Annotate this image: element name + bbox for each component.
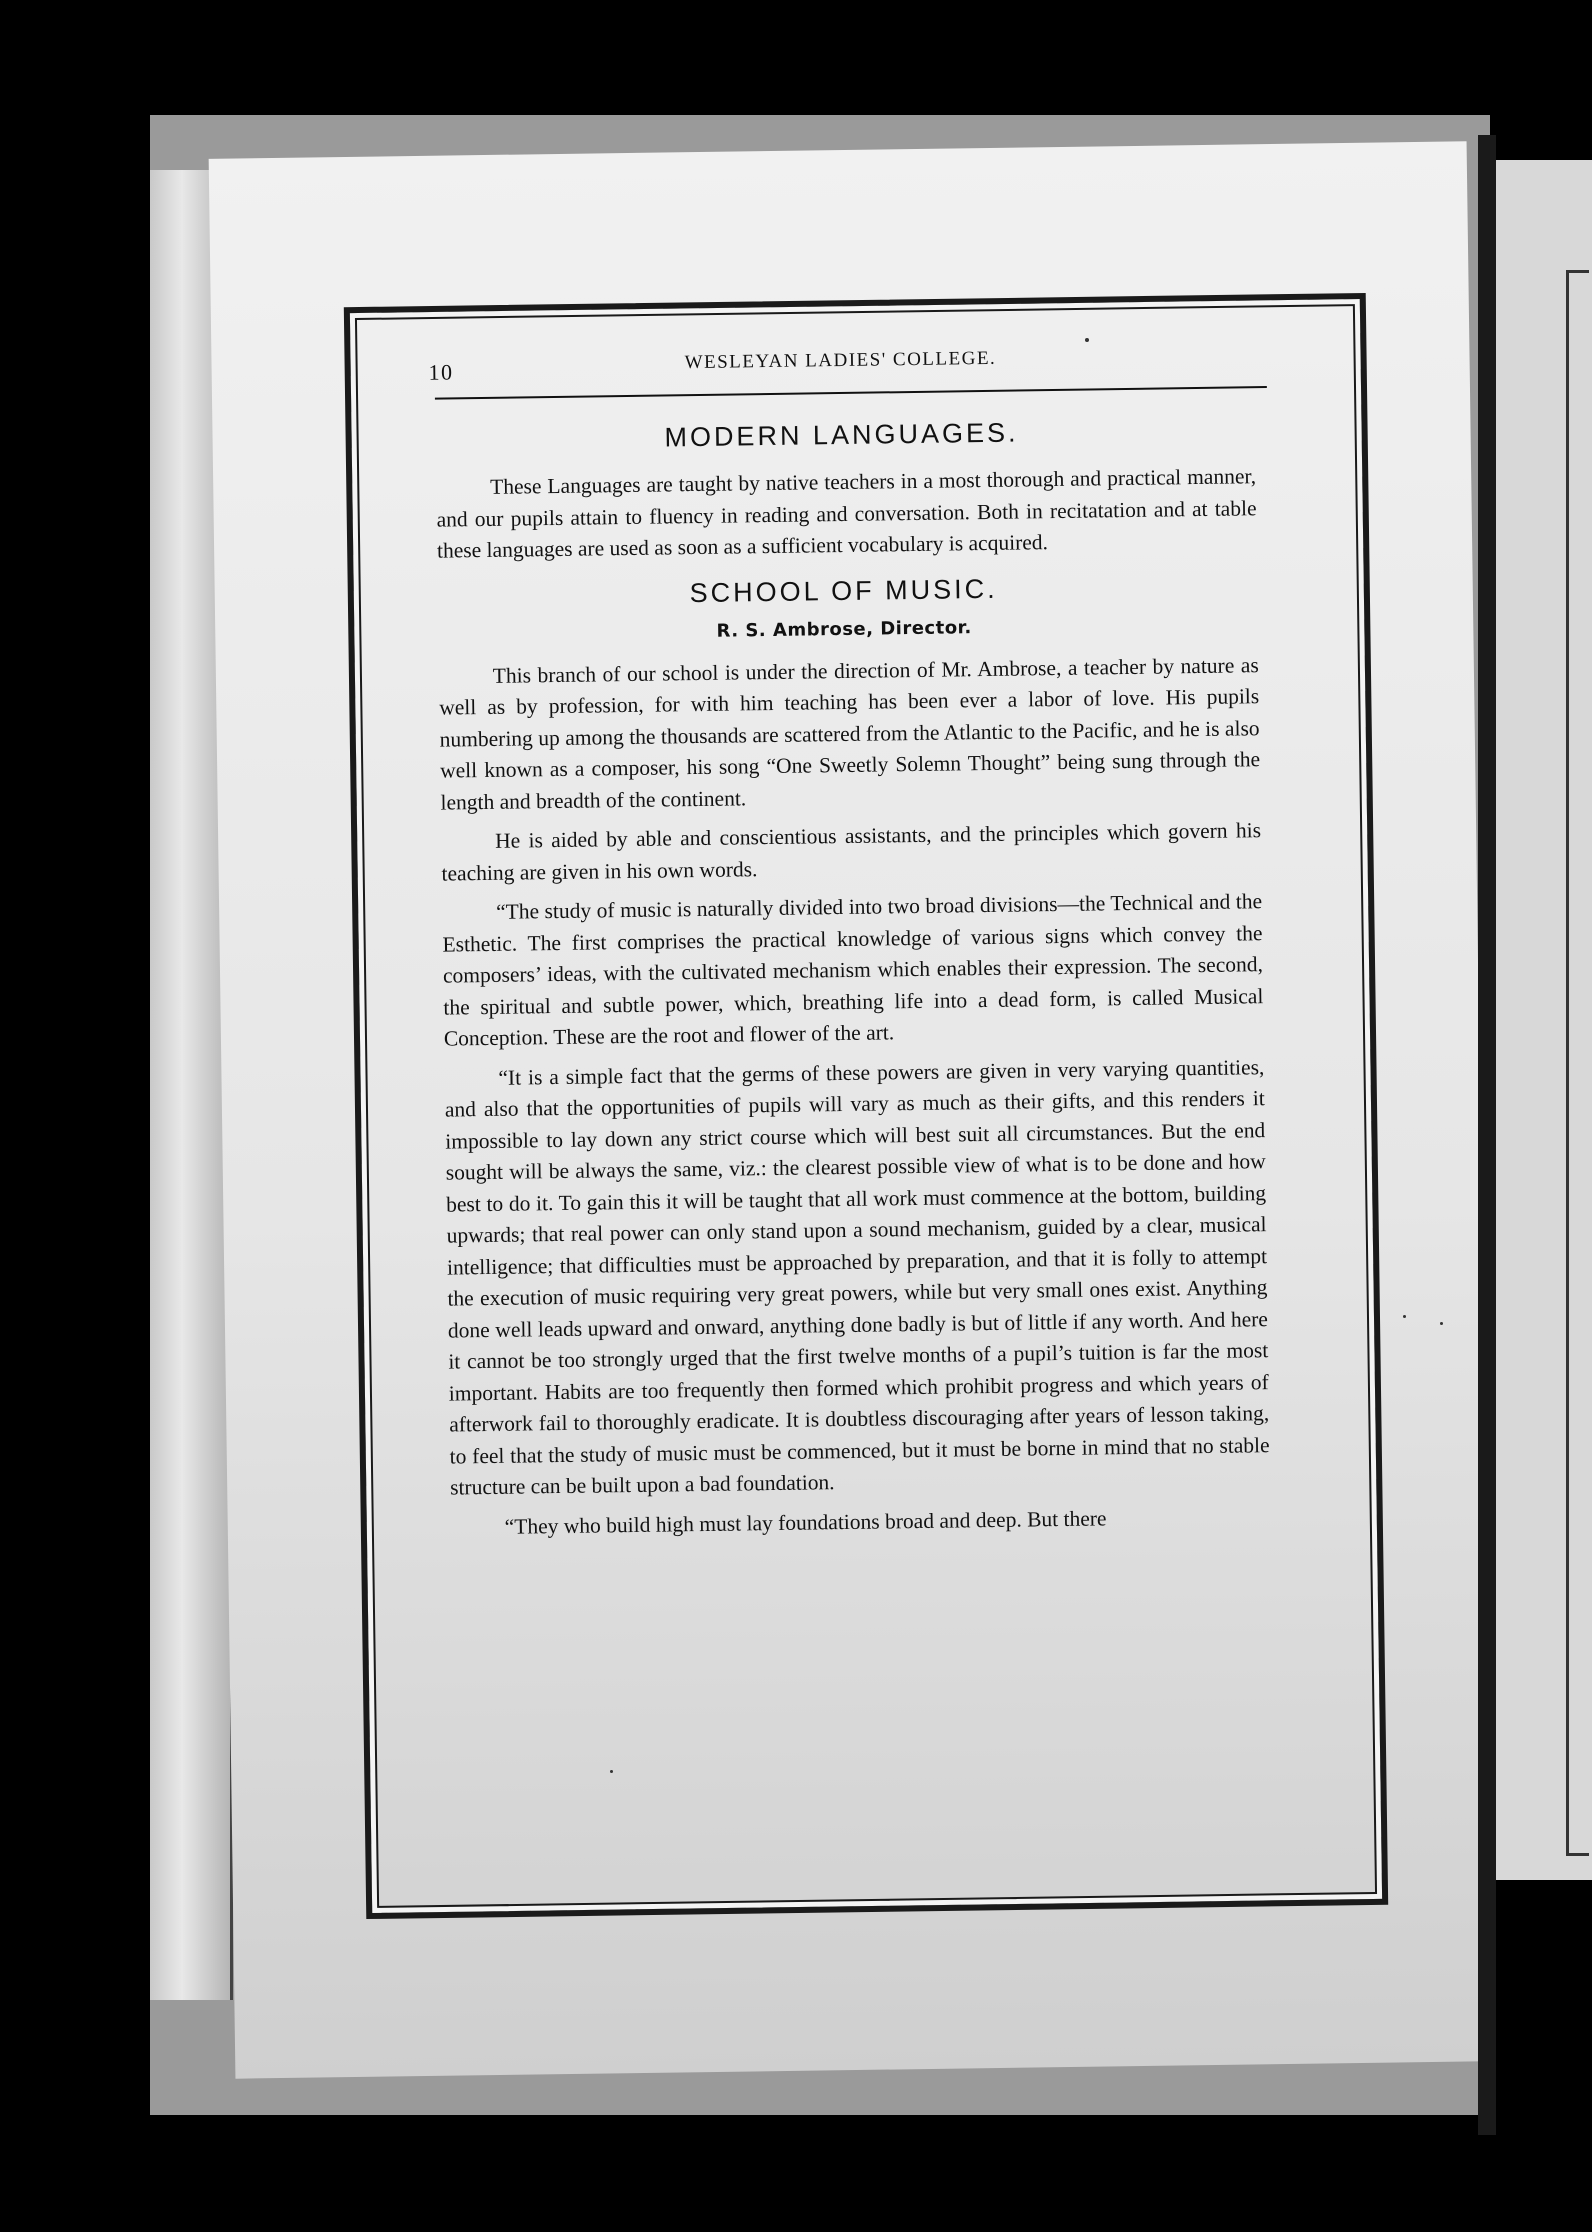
facing-page-border [1566,270,1589,1856]
running-title: WESLEYAN LADIES' COLLEGE. [684,347,997,374]
paragraph-modern-languages: These Languages are taught by native teachers in a most thorough and practical manner, and our pupils attain to fluency in reading and conversation. Both in recitatation and at table these languages are used as soon as a sufficient vocabulary is acquired. [436,464,1257,563]
section-heading-school-of-music: SCHOOL OF MUSIC. [689,573,998,608]
paragraph-music-2: He is aided by able and conscientious assistants, and the principles which govern his teaching are given in his own words. [441,818,1262,886]
section-heading-modern-languages: MODERN LANGUAGES. [664,417,1019,453]
paragraph-music-3: “The study of music is naturally divided into two broad divisions—the Technical and the Esthetic. The first comprises the practical knowledge of various signs which convey the composers’ ideas, with the cultivated mechanism which enables their expression. The second, the spiritual and subtle power, which, breathing life into a dead form, is called Musical Conception. These are the root and flower of the art. [442,889,1264,1051]
page-number: 10 [428,359,454,385]
paragraph-music-4: “It is a simple fact that the germs of these powers are given in very varying quantities, and also that the opportunities of pupils will vary as much as their gifts, and this renders it impossible to lay down any strict course which will best suit all circumstances. But the end sought will be always the same, viz.: the clearest possible view of what is to be done and how best to do it. To gain this it will be taught that all work must commence at the bottom, building upwards; that real power can only stand upon a sound mechanism, guided by a clear, musical intelligence; that difficulties must be approached by preparation, and that it is folly to attempt the execution of music requiring very great powers, while but very small ones exist. Anything done well leads upward and onward, anything done badly is but of little if any worth. And here it cannot be too strongly urged that the first twelve months of a pupil’s tuition is far the most important. Habits are too frequently then formed which prohibit progress and which years of afterwork fail to thoroughly eradicate. It is doubtless discouraging after years of lesson taking, to feel that the study of music must be commenced, but it must be borne in mind that no stable structure can be built upon a bad foundation. [444,1054,1270,1500]
paragraph-music-5: “They who build high must lay foundations broad and deep. But there [504,1505,1107,1539]
director-byline: R. S. Ambrose, Director. [716,616,972,642]
paragraph-music-1: This branch of our school is under the direction of Mr. Ambrose, a teacher by nature as well as by profession, for with him teaching has been ever a labor of love. His pupils numbering up among the thousands are scattered from the Atlantic to the Pacific, and he is also well known as a composer, his song “One Sweetly Solemn Thought” being sung through the length and breadth of the continent. [439,652,1261,815]
page-gutter [1478,135,1496,2135]
page-content [400,324,1297,1552]
header-rule [435,386,1267,400]
facing-page-edge [1496,160,1592,1880]
